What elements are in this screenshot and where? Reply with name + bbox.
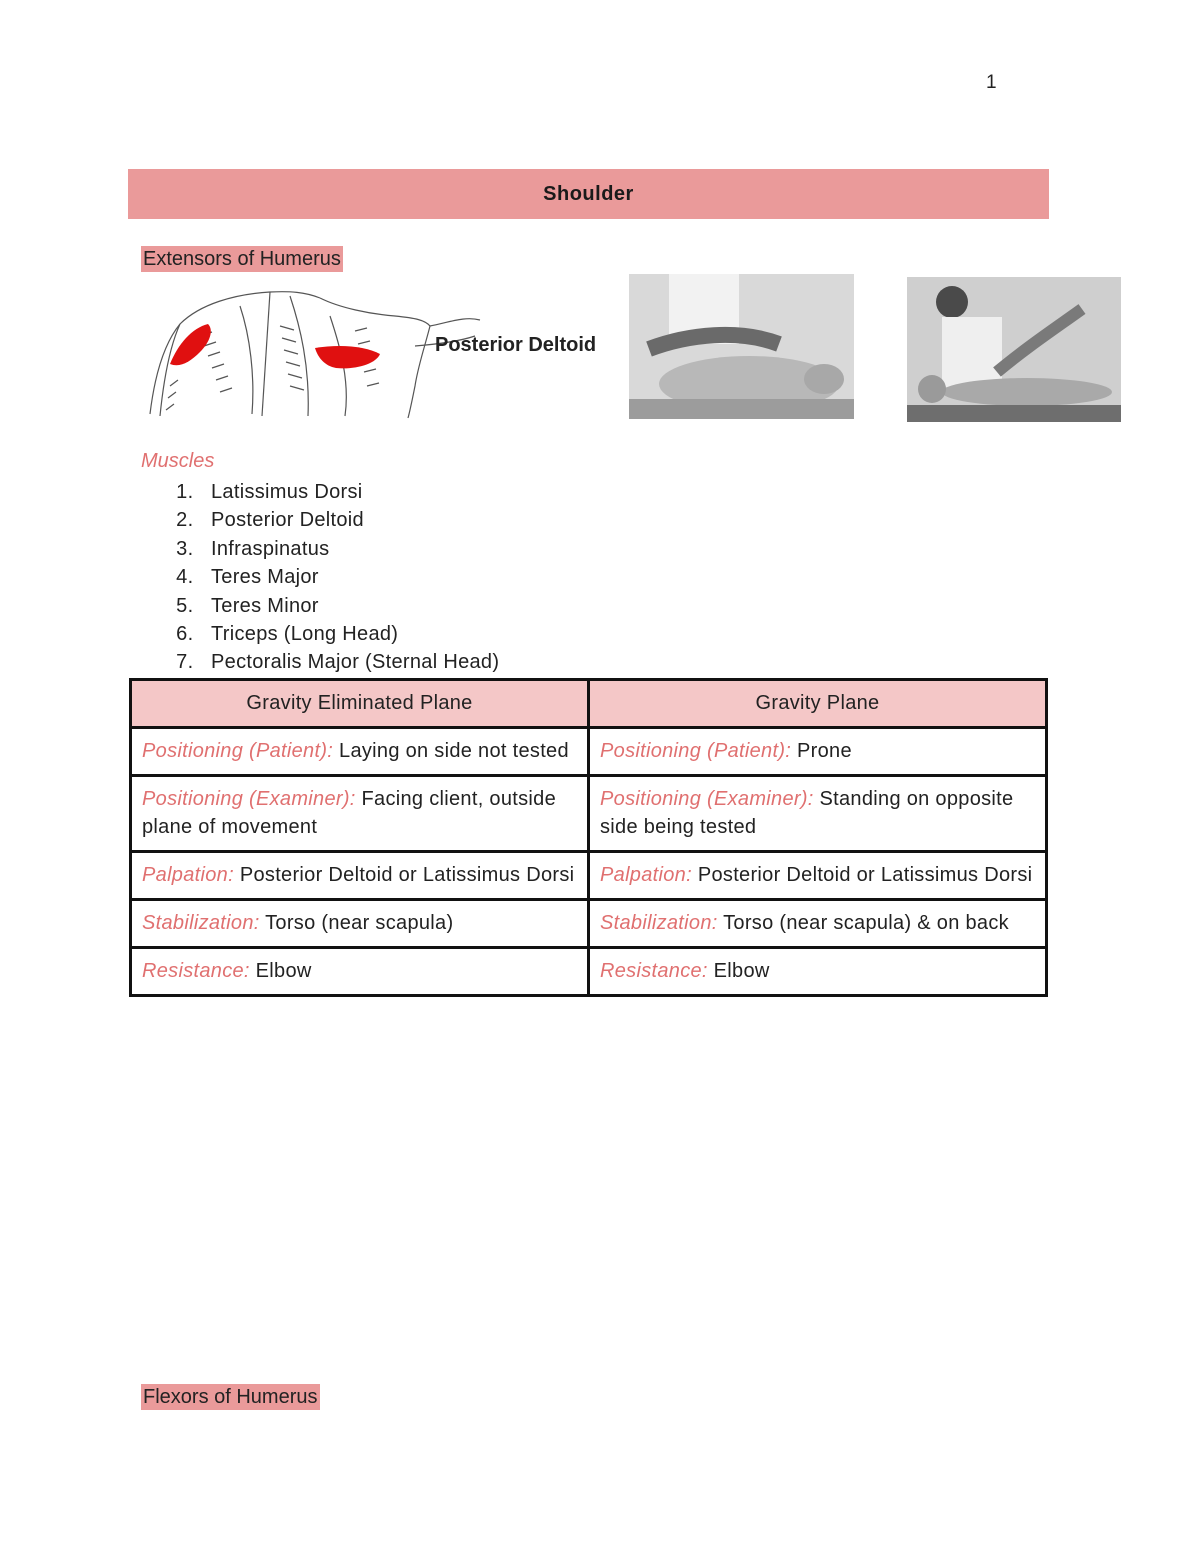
- table-cell: Resistance: Elbow: [589, 948, 1047, 996]
- list-item: 1. Latissimus Dorsi: [176, 481, 363, 503]
- posterior-deltoid-illustration: [140, 286, 618, 420]
- anatomy-caption: Posterior Deltoid: [435, 334, 597, 356]
- examiner-photo-prone: [629, 274, 854, 419]
- table-cell: Palpation: Posterior Deltoid or Latissimus Dorsi: [131, 852, 589, 900]
- table-cell: Positioning (Examiner): Standing on opposite side being tested: [589, 776, 1047, 852]
- table-cell: Positioning (Examiner): Facing client, outside plane of movement: [131, 776, 589, 852]
- list-item: 3. Infraspinatus: [176, 537, 330, 560]
- examiner-photo-side: [907, 277, 1121, 422]
- list-item: 5. Teres Minor: [176, 594, 319, 617]
- section-header-bar: [128, 169, 1049, 219]
- table-cell: Resistance: Elbow: [131, 948, 589, 996]
- table-cell: Stabilization: Torso (near scapula): [131, 900, 589, 948]
- table-cell: Positioning (Patient): Prone: [589, 728, 1047, 776]
- page-number: 1: [986, 72, 997, 93]
- muscle-list: [141, 478, 499, 677]
- extensors-heading: Extensors of Humerus: [143, 248, 341, 270]
- table-row: [131, 776, 1047, 852]
- table-cell: Stabilization: Torso (near scapula) & on back: [589, 900, 1047, 948]
- table-row: [131, 852, 1047, 900]
- table-row: [131, 900, 1047, 948]
- table-cell: Palpation: Posterior Deltoid or Latissimus Dorsi: [589, 852, 1047, 900]
- list-item: 7. Pectoralis Major (Sternal Head): [176, 651, 500, 674]
- table-header-row: [131, 680, 1047, 728]
- list-item: 6. Triceps (Long Head): [176, 623, 399, 646]
- column-header: Gravity Plane: [589, 680, 1047, 728]
- muscles-label: Muscles: [141, 450, 215, 472]
- list-item: 2. Posterior Deltoid: [176, 509, 364, 532]
- flexors-heading: Flexors of Humerus: [143, 1386, 318, 1408]
- column-header: Gravity Eliminated Plane: [131, 680, 589, 728]
- table-row: [131, 948, 1047, 996]
- muscle-test-table: [129, 678, 1048, 997]
- table-row: [131, 728, 1047, 776]
- table-cell: Positioning (Patient): Laying on side not tested: [131, 728, 589, 776]
- list-item: 4. Teres Major: [176, 566, 319, 589]
- page-title: Shoulder: [543, 182, 634, 205]
